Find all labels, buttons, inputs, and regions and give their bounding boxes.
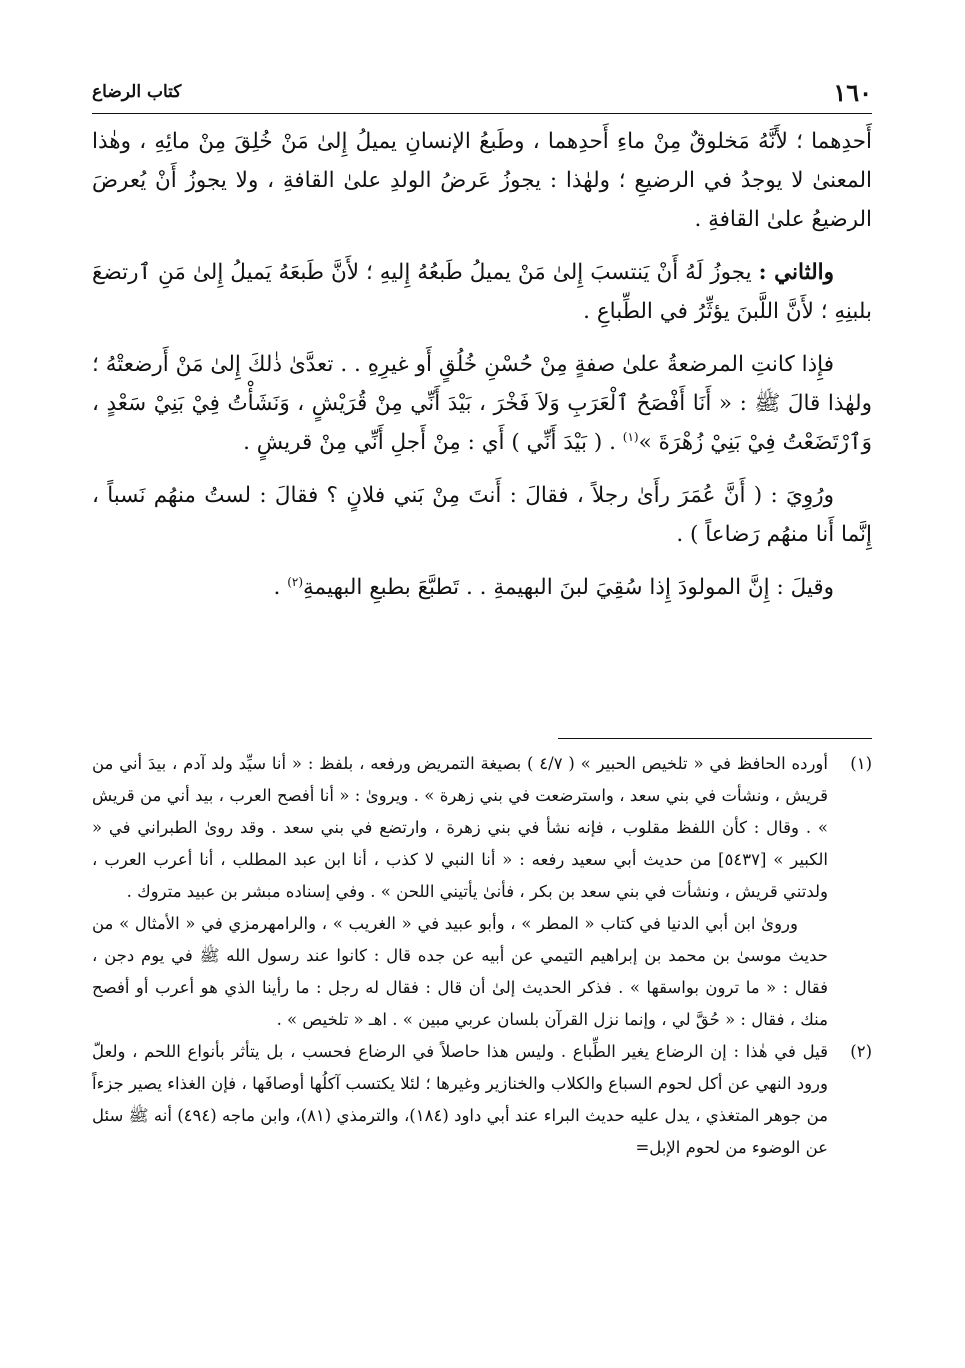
footnote-1-mark: (١) <box>850 754 872 773</box>
footnote-ref-1[interactable]: (١) <box>622 429 639 444</box>
paragraph-2-lead: والثاني : <box>758 260 834 285</box>
page-number: ١٦٠ <box>833 78 872 107</box>
paragraph-3-text-b: . ( بَيْدَ أَنِّي ) أَي : مِنْ أَجلِ أَنِّي مِنْ قريشٍ . <box>243 430 623 455</box>
paragraph-3 <box>92 345 872 462</box>
paragraph-2-text: يجوزُ لَهُ أَنْ يَنتسبَ إِلىٰ مَنْ يميلُ طَبعُهُ إِليهِ ؛ لأَنَّ طَبعَهُ يَميلُ إِلىٰ مَنِ ٱرتضعَ بلبنِهِ ؛ لأَنَّ اللَّبنَ يؤثِّرُ في الطِّباعِ . <box>92 260 872 324</box>
footnote-1-paragraph-2: وروىٰ ابن أبي الدنيا في كتاب « المطر » ، وأبو عبيد في « الغريب » ، والرامهرمزي في « الأمثال » من حديث موسىٰ بن محمد بن إبراهيم التيمي عن أبيه عن جده قال : كانوا عند رسول الله ﷺ في يوم دجن ، فقال : « ما ترون بواسقها » . فذكر الحديث إلىٰ أن قال : فقال له رجل : ما رأينا الذي هو أعرب أو أفصح منك ، فقال : « حُقَّ لي ، وإنما نزل القرآن بلسان عربي مبين » . اهـ « تلخيص » . <box>92 914 828 1029</box>
paragraph-5-text-b: . <box>273 575 288 600</box>
footnote-2-body <box>92 1036 828 1164</box>
paragraph-3-text-a: فإِذا كانتِ المرضعةُ علىٰ صفةٍ مِنْ حُسْنِ خُلُقٍ أَو غيرِهِ . . تعدَّىٰ ذٰلكَ إِلىٰ مَنْ أَرضعتْهُ ؛ ولهٰذا قالَ ﷺ : « أَنَا أَفْصَحُ ٱلْعَرَبِ وَلاَ فَخْرَ ، بَيْدَ أَنِّي مِنْ قُرَيْشٍ ، وَنَشَأْتُ فِيْ بَنِيْ سَعْدٍ ، وَٱرْتَضَعْتُ فِيْ بَنِيْ زُهْرَةَ » <box>92 352 872 455</box>
footnote-2-paragraph-1: قيل في هٰذا : إن الرضاع يغير الطِّباع . وليس هذا حاصلاً في الرضاع فحسب ، بل يتأثر بأنواع اللحم ، ولعلّ ورود النهي عن أكل لحوم السباع والكلاب والخنازير وغيرها ؛ لئلا يكتسب آكلُها أوصافَها ، فإن الغذاء يصير جزءاً من جوهر المتغذي ، يدل عليه حديث البراء عند أبي داود (١٨٤)، والترمذي (٨١)، وابن ماجه (٤٩٤) أنه ﷺ سئل عن الوضوء من لحوم الإبل= <box>92 1042 828 1157</box>
page-header <box>92 78 872 108</box>
paragraph-4: ورُوِيَ : ( أَنَّ عُمَرَ رأَىٰ رجلاً ، فقالَ : أَنتَ مِنْ بَني فلانٍ ؟ فقالَ : لستُ منهُم نَسباً ، إِنَّما أَنا منهُم رَضاعاً ) . <box>92 483 872 547</box>
footnote-2-mark: (٢) <box>850 1042 872 1061</box>
main-text <box>92 122 872 621</box>
paragraph-5-text-a: وقيلَ : إِنَّ المولودَ إِذا سُقِيَ لبنَ البهيمةِ . . تَطبَّعَ بطبعِ البهيمةِ <box>303 575 834 600</box>
footnotes <box>92 748 872 1164</box>
footnote-ref-2[interactable]: (٢) <box>287 574 304 589</box>
paragraph-1: أَحدِهما ؛ لأَنَّهُ مَخلوقٌ مِنْ ماءِ أَحدِهما ، وطَبعُ الإنسانِ يميلُ إِلىٰ مَنْ خُلِقَ مِنْ مائِهِ ، وهٰذا المعنىٰ لا يوجدُ في الرضيعِ ؛ ولهٰذا : يجوزُ عَرضُ الولدِ علىٰ القافةِ ، ولا يجوزُ أَنْ يُعرضَ الرضيعُ علىٰ القافةِ . <box>92 129 872 232</box>
footnote-1-body <box>92 748 828 1036</box>
footnote-rule <box>558 738 872 739</box>
paragraph-5 <box>92 568 872 607</box>
footnote-1-paragraph-1: أورده الحافظ في « تلخيص الحبير » ( ٤/٧ ) بصيغة التمريض ورفعه ، بلفظ : « أنا سيِّد ولد آدم ، بيدَ أني من قريش ، ونشأت في بني سعد ، واسترضعت في بني زهرة » . ويروىٰ : « أنا أفصح العرب ، بيد أني من قريش » . وقال : كأن اللفظ مقلوب ، فإنه نشأ في بني زهرة ، وارتضع في بني سعد . وقد روىٰ الطبراني في « الكبير » [٥٤٣٧] من حديث أبي سعيد رفعه : « أنا النبي لا كذب ، أنا ابن عبد المطلب ، أنا أعرب العرب ، ولدتني قريش ، ونشأت في بني سعد بن بكر ، فأنىٰ يأتيني اللحن » . وفي إسناده مبشر بن عبيد متروك . <box>92 754 828 901</box>
footnote-2 <box>92 1036 872 1164</box>
footnote-1 <box>92 748 872 1036</box>
header-rule <box>92 113 872 114</box>
paragraph-2 <box>92 253 872 331</box>
running-title: كتاب الرضاع <box>92 82 182 102</box>
